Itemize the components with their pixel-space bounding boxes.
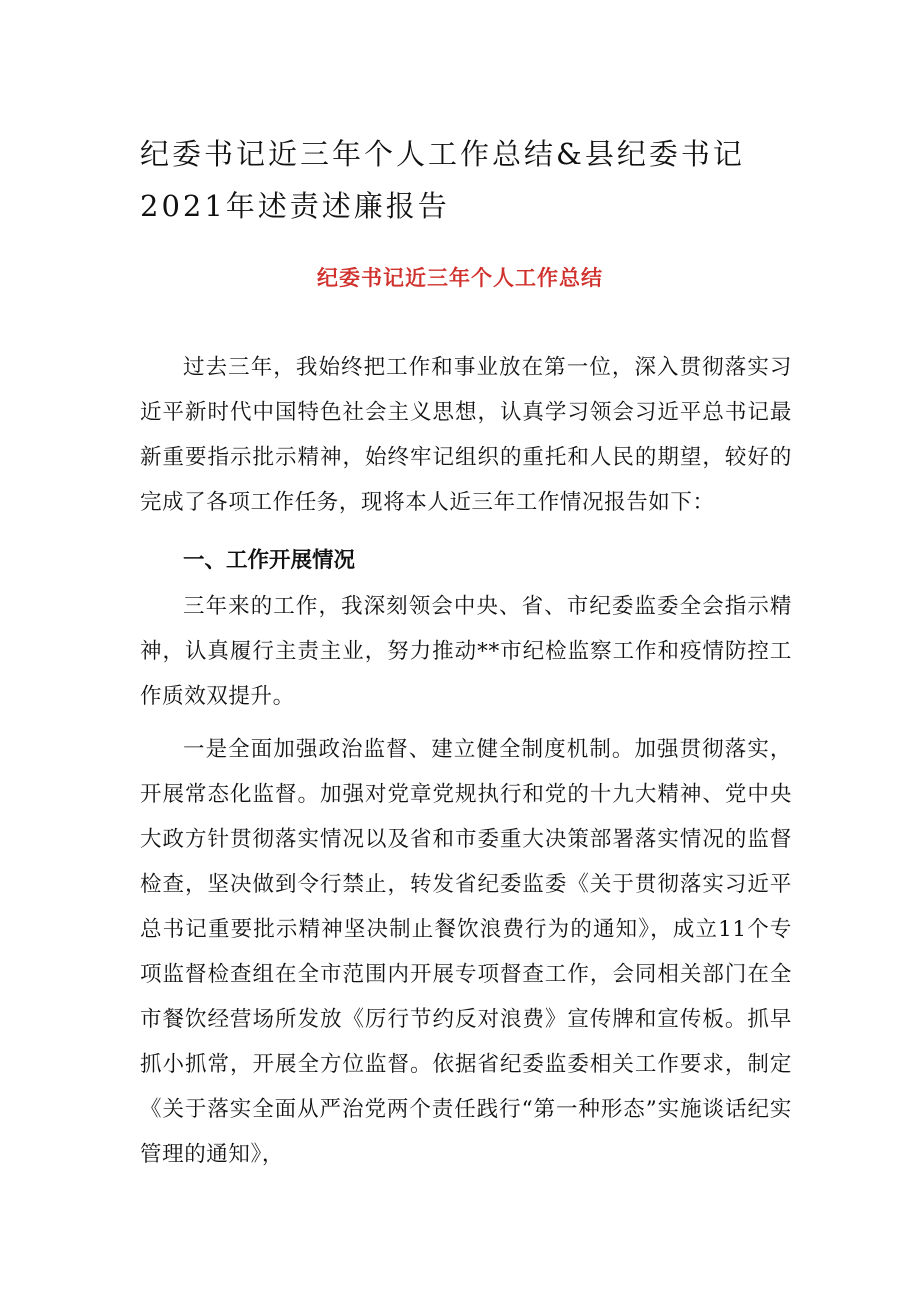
paragraph-political-supervision: 一是全面加强政治监督、建立健全制度机制。加强贯彻落实，开展常态化监督。加强对党章党规执行和党的十九大精神、党中央大政方针贯彻落实情况以及省和市委重大决策部署落实情况的监督检查，坚决做到令行禁止，转发省纪委监委《关于贯彻落实习近平总书记重要批示精神坚决制止餐饮浪费行为的通知》，成立11个专项监督检查组在全市范围内开展专项督查工作，会同相关部门在全市餐饮经营场所发放《厉行节约反对浪费》宣传牌和宣传板。抓早抓小抓常，开展全方位监督。依据省纪委监委相关工作要求，制定《关于落实全面从严治党两个责任践行“第一种形态”实施谈话纪实管理的通知》， xyxy=(140,737,792,1167)
section-title: 纪委书记近三年个人工作总结 xyxy=(317,265,603,290)
paragraph-overview: 三年来的工作，我深刻领会中央、省、市纪委监委全会指示精神，认真履行主责主业，努力推动**市纪检监察工作和疫情防控工作质效双提升。 xyxy=(140,594,792,709)
heading-work-status: 一、工作开展情况 xyxy=(183,548,356,573)
document-title: 纪委书记近三年个人工作总结&县纪委书记2021年述责述廉报告 xyxy=(140,137,745,223)
paragraph-intro: 过去三年，我始终把工作和事业放在第一位，深入贯彻落实习近平新时代中国特色社会主义思想，认真学习领会习近平总书记最新重要指示批示精神，始终牢记组织的重托和人民的期望，较好的完成了各项工作任务，现将本人近三年工作情况报告如下： xyxy=(140,355,792,515)
